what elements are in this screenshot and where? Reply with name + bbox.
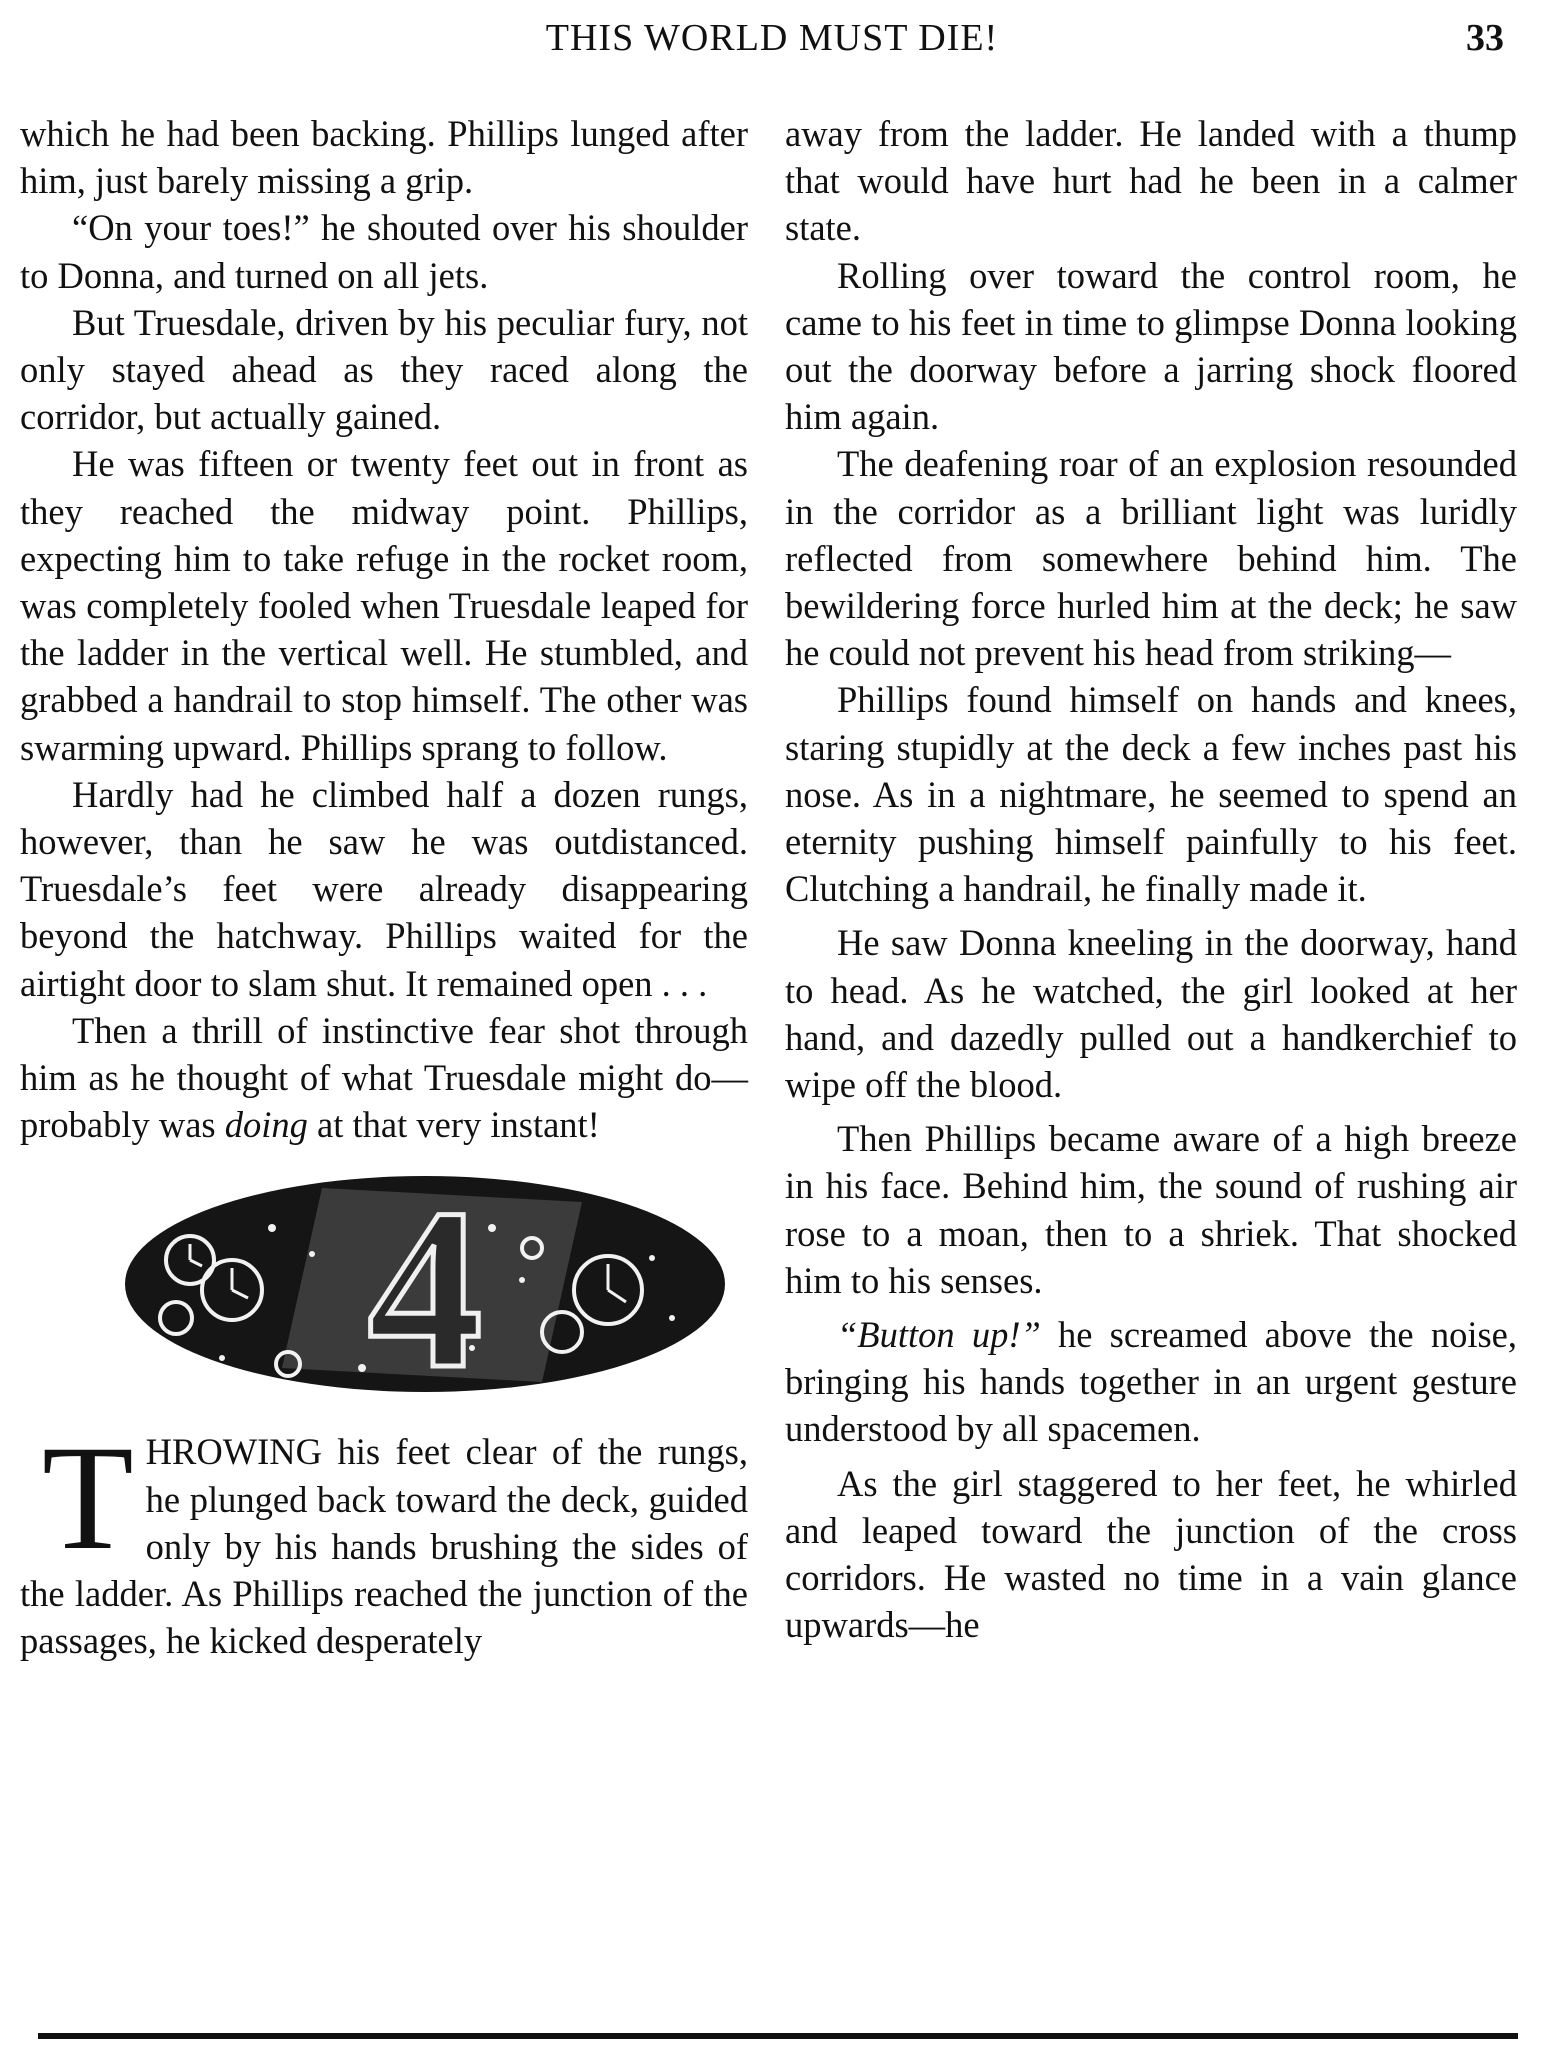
chapter-emblem <box>112 1168 738 1400</box>
paragraph: As the girl staggered to her feet, he whirled and leaped toward the junction of the cross corridors. He wasted no time in a vain glance upwards—he <box>785 1462 1517 1646</box>
paragraph: The deafening roar of an explosion resounded in the corridor as a brilliant light was luridly reflected from somewhere behind him. The bewildering force hurled him at the deck; he saw he could not prevent his head from striking— <box>785 443 1517 674</box>
bottom-rule <box>38 2033 1518 2039</box>
paragraph <box>785 1311 1517 1453</box>
paragraph: Then Phillips became aware of a high breeze in his face. Behind him, the sound of rushing air rose to a moan, then to a shriek. That shocked him to his senses. <box>785 1118 1517 1301</box>
paragraph: But Truesdale, driven by his peculiar fury, not only stayed ahead as they raced along the corridor, but actually gained. <box>20 301 748 438</box>
right-column <box>785 110 1517 1649</box>
chapter-opening-paragraph <box>20 1415 748 1664</box>
running-title: THIS WORLD MUST DIE! <box>545 17 999 59</box>
page-number: 33 <box>1466 17 1504 59</box>
paragraph: Hardly had he climbed half a dozen rungs, however, than he saw he was outdistanced. Truesdale’s feet were already disappearing beyond the hatchway. Phillips waited for the airtight door to slam shut. It remained open . . . <box>20 773 748 1004</box>
left-column <box>20 110 748 1664</box>
paragraph-text: Then a thrill of instinctive fear shot through him as he thought of what Truesdale might do—probably was <box>20 1009 748 1146</box>
paragraph: Phillips found himself on hands and knees, staring stupidly at the deck a few inches past his nose. As in a nightmare, he seemed to spend an eternity pushing himself painfully to his feet. Clutching a handrail, he finally made it. <box>785 679 1517 910</box>
page-header <box>0 14 1544 66</box>
drop-cap: T <box>42 1415 134 1582</box>
paragraph: He saw Donna kneeling in the doorway, hand to head. As he watched, the girl looked at her hand, and dazedly pulled out a handkerchief to wipe off the blood. <box>785 922 1517 1106</box>
paragraph: Rolling over toward the control room, he came to his feet in time to glimpse Donna looking out the doorway before a jarring shock floored him again. <box>785 254 1517 438</box>
paragraph-text: he screamed above the noise, bringing his hands together in an urgent gesture understood by all spacemen. <box>785 1314 1517 1450</box>
paragraph-text: HROWING his feet clear of the rungs, he plunged back toward the deck, guided only by his hands brushing the sides of the ladder. As Phillips reached the junction of the passages, he kicked desperately <box>20 1431 748 1662</box>
paragraph: “On your toes!” he shouted over his shoulder to Donna, and turned on all jets. <box>20 207 748 296</box>
emphasis-text: “Button up!” <box>837 1314 1041 1356</box>
paragraph: which he had been backing. Phillips lunged after him, just barely missing a grip. <box>20 113 748 202</box>
paragraph-text: at that very instant! <box>307 1104 600 1146</box>
paragraph: He was fifteen or twenty feet out in front as they reached the midway point. Phillips, expecting him to take refuge in the rocket room, was completely fooled when Truesdale leaped for the ladder in the vertical well. He stumbled, and grabbed a handrail to stop himself. The other was swarming upward. Phillips sprang to follow. <box>20 443 748 768</box>
paragraph: away from the ladder. He landed with a thump that would have hurt had he been in a calmer state. <box>785 113 1517 249</box>
paragraph <box>20 1007 748 1149</box>
emphasis-text: doing <box>224 1104 308 1146</box>
chapter-number: 4 <box>367 1168 483 1401</box>
